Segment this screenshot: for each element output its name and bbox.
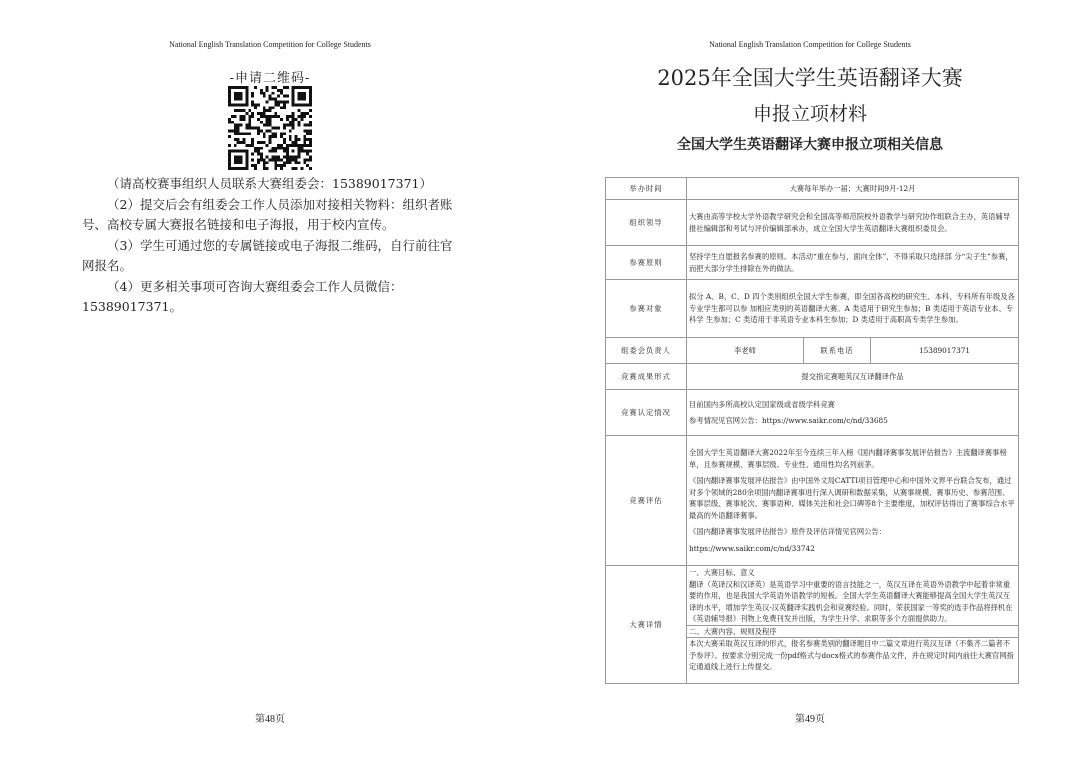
step-4: （4）更多相关事项可咨询大赛组委会工作人员微信：: [107, 278, 403, 294]
recog-link: 参考情况见官网公告：https://www.saikr.com/c/nd/33685: [689, 416, 888, 425]
left-body: [82, 174, 460, 318]
running-header: National English Translation Competition for College Students: [169, 40, 371, 49]
page-number: 第48页: [255, 714, 285, 725]
value-org: 大赛由高等学校大学外语教学研究会和全国高等师范院校外语教学与研究协作组联合主办，英语辅导报社编辑部和考试与评价编辑部承办，成立全国大学生英语翻译大赛组织委员会。: [687, 200, 1019, 246]
page-number: 第49页: [795, 714, 825, 725]
label-leader: 组委会负责人: [606, 338, 687, 364]
value-time: 大赛每年举办一届；大赛时间9月-12月: [687, 178, 1019, 200]
running-header: National English Translation Competition for College Students: [709, 40, 911, 49]
detail-paragraph: 本次大赛采取英汉互译的形式，报名参赛类别的翻译题目中二篇文章进行英汉互译（不集齐二篇者不予参评）。按要求分别完成一份pdf格式与docx格式的参赛作品文件，并在规定时间内前往大赛官网指定通道线上进行上传提交。: [689, 639, 1014, 671]
value-principle: 坚持学生自愿报名参赛的原则。本活动“重在参与，面向全体”，不得采取只选择部 分“尖子生”参赛，而把大部分学生排除在外的做法。: [687, 246, 1019, 280]
detail-heading: 一、大赛目标、意义: [689, 568, 755, 577]
label-time: 举办时间: [606, 178, 687, 200]
value-eval: [687, 436, 1019, 566]
detail-heading: 二、大赛内容、规则及程序: [687, 626, 1018, 639]
eval-paragraph: 《国内翻译赛事发展评估报告》由中国外文局CATTI项目管理中心和中国外文界平台联合发布，通过对多个领域的280余项国内翻译赛事进行深入调研和数据采集，从赛事规模、赛事历史、参赛范围、赛事层级、赛事轮次、赛事语种、媒体关注和社会口碑等8个主要维度，加权评估得出了赛事综合水平最高的外语翻译赛事。: [689, 476, 1015, 520]
eval-paragraph: 《国内翻译赛事发展评估报告》原件及评估详情见官网公告：: [689, 527, 887, 536]
label-eval: 竞赛评估: [606, 436, 687, 566]
info-table: [605, 177, 1019, 684]
label-org: 组织领导: [606, 200, 687, 246]
doc-title: 2025年全国大学生英语翻译大赛: [657, 66, 963, 90]
label-principle: 参赛原则: [606, 246, 687, 280]
step-3: （3）学生可通过您的专属链接或电子海报二维码，自行前往官网报名。: [82, 237, 453, 273]
label-recog: 竞赛认定情况: [606, 390, 687, 436]
value-phone: 15389017371: [871, 338, 1019, 364]
detail-paragraph: 翻译（英译汉和汉译英）是英语学习中重要的语言技能之一，英汉互译在英语外语教学中起着非常重要的作用，也是我国大学英语外语教学的短板。全国大学生英语翻译大赛能够提高全国大学生英汉互译的水平，增加学生英汉-汉英翻译实践机会和竞赛经验。同时，荣获国家一等奖的选手作品将择机在《英语辅导报》刊物上免费刊发并出版，为学生升学、求职等多个方面提供助力。: [687, 579, 1018, 626]
qr-title: -申请二维码-: [229, 71, 311, 86]
value-recog: [687, 390, 1019, 436]
value-target: 拟分 A、B、C、D 四个类别组织全国大学生参赛，即全国各高校的研究生、本科、专科所有年级及各专业学生都可以参 加相应类别的英语翻译大赛。A 类适用于研究生参加；B 类适用于英语专业本、专科学 生参加；C 类适用于非英语专业本科生参加；D 类适用于高职高专类学生参加。: [687, 280, 1019, 338]
value-form: 提交指定赛题英汉互译翻译作品: [687, 364, 1019, 390]
value-detail: [687, 566, 1019, 684]
doc-subtitle: 申报立项材料: [752, 103, 867, 125]
right-page: [540, 0, 1080, 764]
label-target: 参赛对象: [606, 280, 687, 338]
wechat-number: 15389017371。: [82, 299, 182, 314]
section-title: 全国大学生英语翻译大赛申报立项相关信息: [677, 137, 943, 153]
eval-paragraph: 全国大学生英语翻译大赛2022年至今连续三年入榜《国内翻译赛事发展评估报告》主流翻译赛事榜单，且参赛规模、赛事层级、专业性、通用性均名列前茅。: [689, 448, 1007, 469]
qr-code-icon: [228, 86, 312, 170]
recog-line: 目前国内多所高校认定国家级或省级学科竞赛: [689, 399, 835, 409]
label-phone: 联系电话: [804, 338, 871, 364]
eval-link: https://www.saikr.com/c/nd/33742: [689, 543, 815, 553]
label-detail: 大赛详情: [606, 566, 687, 684]
label-form: 竞赛成果形式: [606, 364, 687, 390]
contact-line: （请高校赛事组织人员联系大赛组委会：15389017371）: [107, 176, 432, 191]
value-leader: 李老师: [687, 338, 804, 364]
step-2: （2）提交后会有组委会工作人员添加对接相关物料：组织者账号、高校专属大赛报名链接和电子海报，用于校内宣传。: [82, 196, 453, 232]
